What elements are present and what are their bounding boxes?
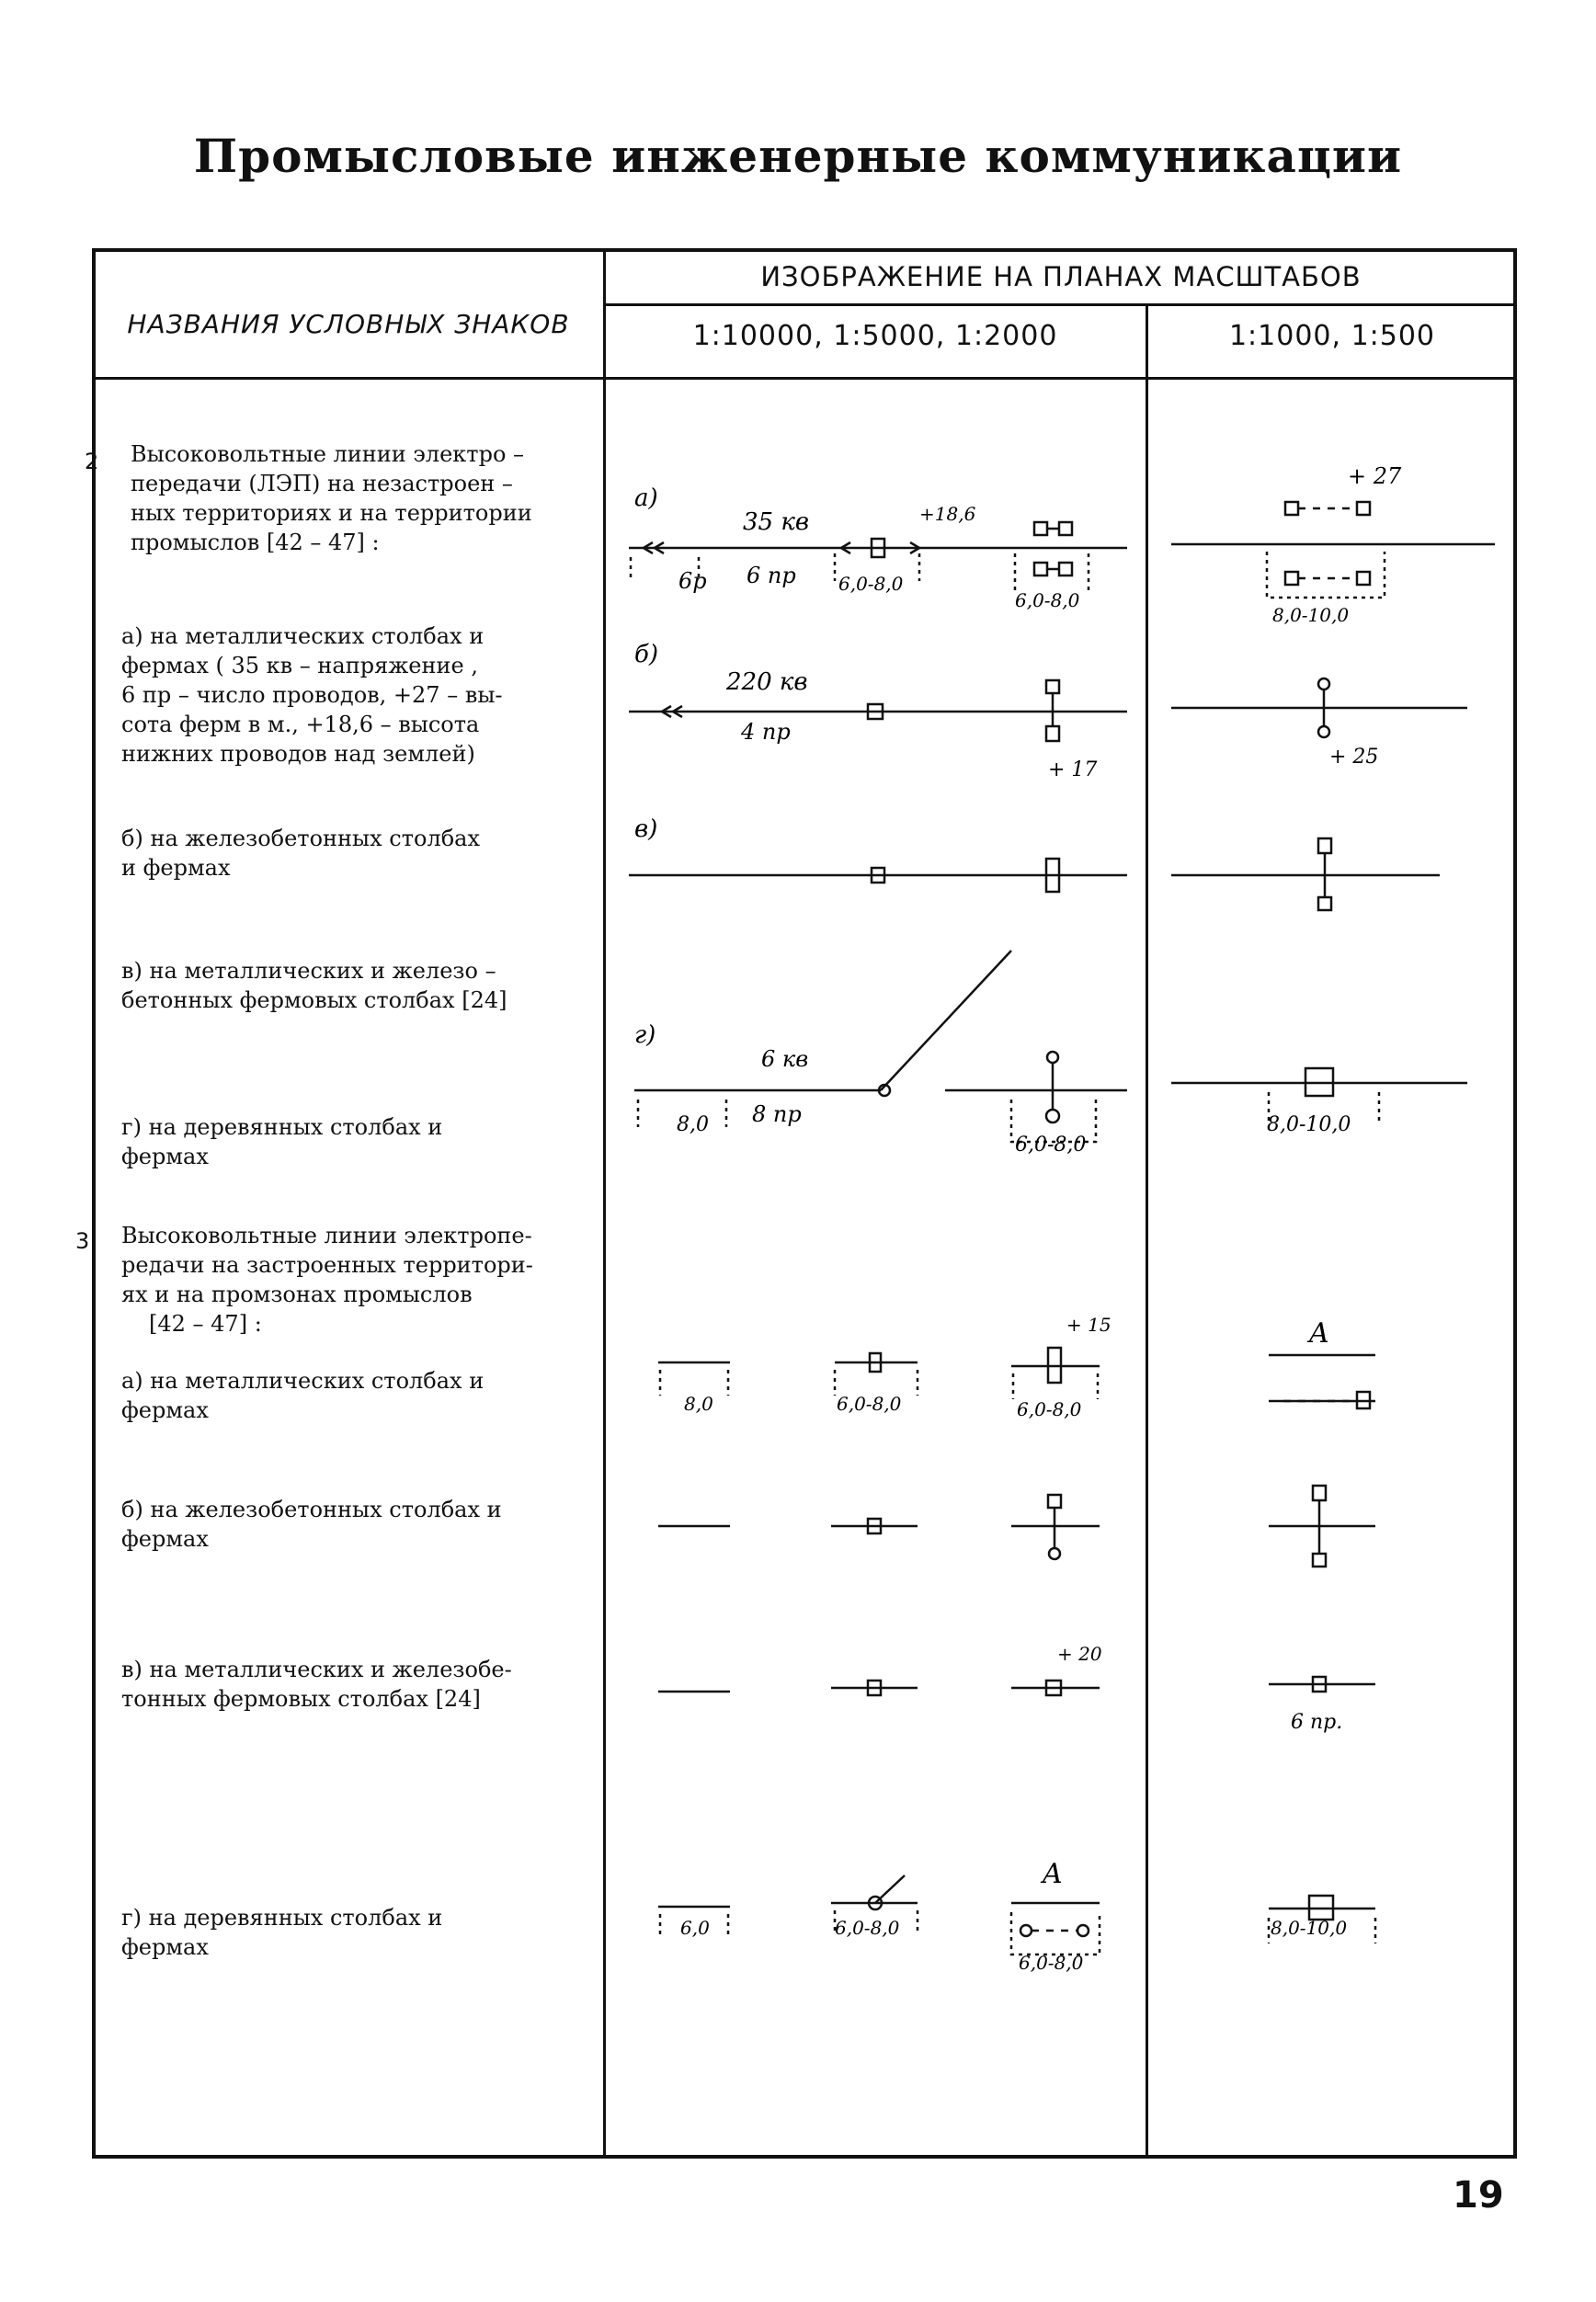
label-8np: 8 пр — [752, 1101, 802, 1127]
label-b: б) — [634, 641, 659, 668]
label-35kv: 35 кв — [743, 508, 810, 536]
label-s2-8-0: 8,0 — [684, 1393, 713, 1415]
section-2-item-g: г) на деревянных столбах и фермах — [121, 1905, 443, 1960]
s2-truss-symbols — [658, 1677, 1375, 1695]
label-s2-6np: 6 пр. — [1291, 1711, 1343, 1734]
section-2-item-a: а) на металлических столбах и фермах — [121, 1368, 484, 1423]
label-8-0: 8,0 — [677, 1113, 709, 1136]
section-2-item-v: в) на металлических и железобе- тонных фермовых столбах [24] — [121, 1657, 512, 1712]
page-title: Промысловые инженерные коммуникации — [193, 129, 1403, 183]
section-1-number: 2 — [85, 449, 99, 474]
line-concrete — [629, 838, 1440, 910]
label-8-0-10-0-b: 8,0-10,0 — [1267, 1113, 1351, 1136]
label-6-0-8-0-c: 6,0-8,0 — [1015, 1134, 1087, 1157]
label-v: в) — [634, 815, 658, 843]
label-s2-g-6-0-8-0-b: 6,0-8,0 — [1019, 1952, 1084, 1974]
section-1-item-a: а) на металлических столбах и фермах ( 35 кв – напряжение , 6 пр – число проводов, +27 – вы- сота ферм в м., +18,6 – высота нижних проводов над землей) — [121, 623, 503, 767]
label-s2-g-A: A — [1043, 1858, 1063, 1890]
section-1-item-v: в) на металлических и железо – бетонных фермовых столбах [24] — [121, 958, 507, 1013]
label-plus-17: + 17 — [1048, 758, 1098, 781]
names-column-header: НАЗВАНИЯ УСЛОВНЫХ ЗНАКОВ — [127, 309, 570, 339]
line-metal-large-scale — [1171, 502, 1495, 598]
section-2-item-b: б) на железобетонных столбах и фермах — [121, 1497, 502, 1552]
label-8-0-10-0: 8,0-10,0 — [1272, 604, 1350, 626]
label-6-0-8-0: 6,0-8,0 — [838, 573, 904, 595]
label-18-6: +18,6 — [919, 503, 976, 525]
section-1-item-b: б) на железобетонных столбах и фермах — [121, 826, 480, 881]
label-6np: 6 пр — [747, 563, 796, 588]
scale-small-header: 1:10000, 1:5000, 1:2000 — [692, 320, 1058, 352]
line-220kv-large — [1171, 678, 1467, 737]
label-plus-27: + 27 — [1348, 463, 1402, 489]
label-6kv: 6 кв — [761, 1046, 809, 1072]
label-6p: 6р — [678, 568, 707, 594]
section-1-intro: Высоковольтные линии электро – передачи (ЛЭП) на незастроен – ных территориях и на территории промыслов [42 – 47] : — [131, 441, 532, 555]
label-s2-g-8-0-10-0: 8,0-10,0 — [1271, 1917, 1348, 1939]
label-s2-g-6-0-8-0: 6,0-8,0 — [835, 1917, 900, 1939]
s2-concrete-symbols — [658, 1486, 1375, 1567]
label-a: а) — [634, 484, 658, 512]
label-220kv: 220 кв — [726, 668, 808, 696]
page-number: 19 — [1453, 2174, 1504, 2217]
label-g: г) — [634, 1021, 656, 1049]
label-s2-6-0-8-0-b: 6,0-8,0 — [1017, 1398, 1082, 1420]
label-s2-plus-20: + 20 — [1057, 1643, 1102, 1665]
label-plus-25: + 25 — [1329, 746, 1379, 769]
scale-large-header: 1:1000, 1:500 — [1228, 320, 1436, 352]
label-s2-A: A — [1309, 1317, 1329, 1350]
label-4np: 4 пр — [741, 719, 791, 745]
label-6-0-8-0-b: 6,0-8,0 — [1015, 589, 1080, 611]
section-2-number: 3 — [75, 1228, 90, 1254]
section-2-intro: Высоковольтные линии электропе- редачи на застроенных территори- ях и на промзонах промыслов [42 – 47] : — [121, 1223, 533, 1337]
label-s2-6-0-8-0: 6,0-8,0 — [837, 1393, 902, 1415]
line-220kv — [629, 680, 1127, 741]
images-column-header: ИЗОБРАЖЕНИЕ НА ПЛАНАХ МАСШТАБОВ — [760, 261, 1362, 292]
s2-wooden-symbols — [658, 1875, 1375, 1954]
label-s2-6-0: 6,0 — [680, 1917, 710, 1939]
section-1-item-g: г) на деревянных столбах и фермах — [121, 1114, 443, 1169]
label-s2-plus-15: + 15 — [1066, 1314, 1112, 1336]
